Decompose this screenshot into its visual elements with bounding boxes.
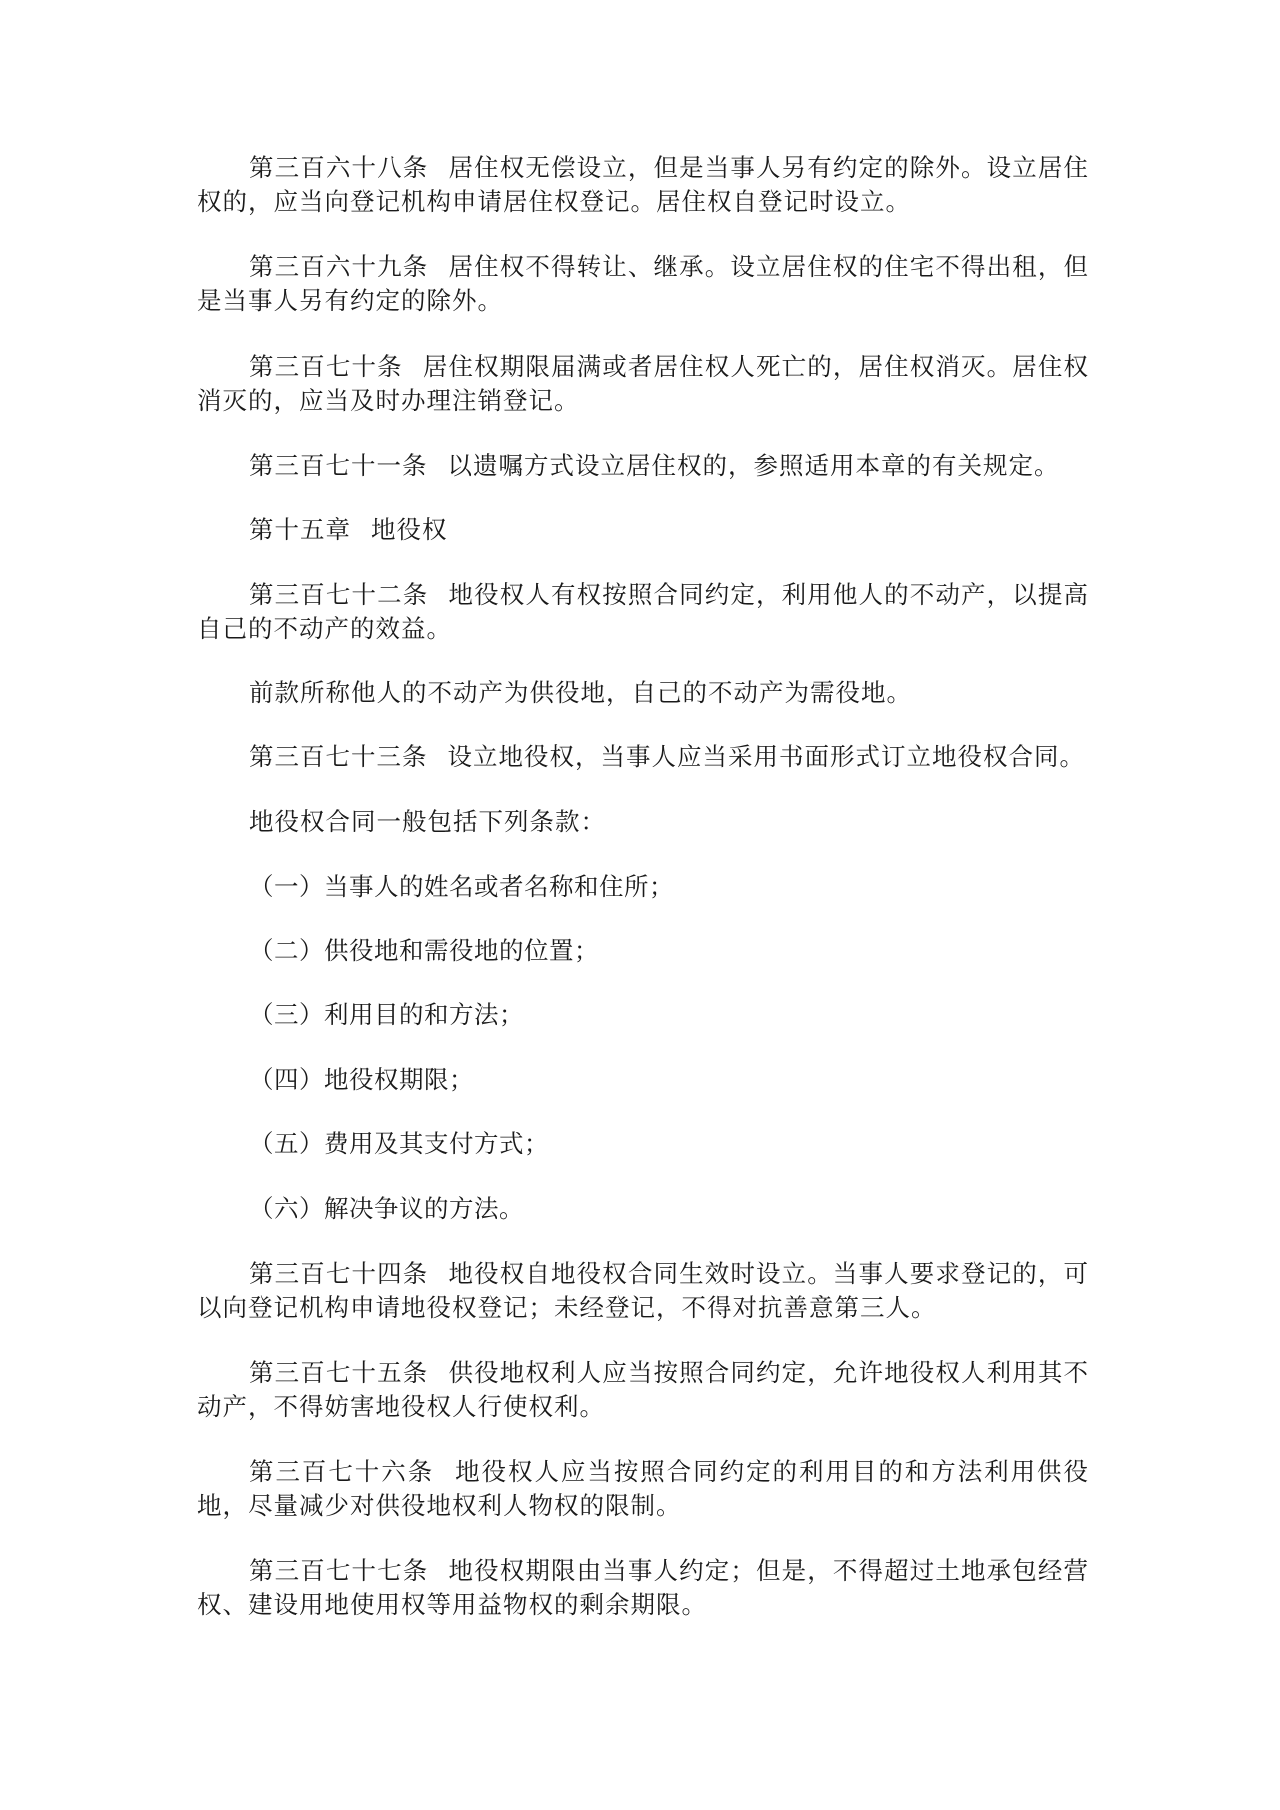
article-text: 供役地权利人应当按照合同约定，允许地役权人利用其不动产，不得妨害地役权人行使权利。 bbox=[197, 1358, 1089, 1421]
article-text: 居住权期限届满或者居住权人死亡的，居住权消灭。居住权消灭的，应当及时办理注销登记。 bbox=[197, 352, 1089, 415]
article-label: 第三百七十四条 bbox=[249, 1259, 429, 1288]
article-377 bbox=[197, 1554, 1089, 1622]
article-371 bbox=[197, 449, 1089, 483]
article-text: 地役权自地役权合同生效时设立。当事人要求登记的，可以向登记机构申请地役权登记；未经登记，不得对抗善意第三人。 bbox=[197, 1259, 1089, 1322]
article-text: 地役权人有权按照合同约定，利用他人的不动产，以提高自己的不动产的效益。 bbox=[197, 580, 1089, 643]
list-item: （二）供役地和需役地的位置； bbox=[249, 936, 599, 965]
article-372 bbox=[197, 578, 1089, 646]
chapter-15-heading bbox=[197, 513, 1089, 547]
article-text: 以遗嘱方式设立居住权的，参照适用本章的有关规定。 bbox=[447, 451, 1060, 480]
chapter-title: 地役权 bbox=[371, 515, 448, 544]
article-label: 第三百七十三条 bbox=[249, 742, 428, 771]
list-item: （六）解决争议的方法。 bbox=[249, 1194, 524, 1223]
list-item: （四）地役权期限； bbox=[249, 1065, 474, 1094]
article-373 bbox=[197, 740, 1089, 774]
article-label: 第三百七十七条 bbox=[249, 1556, 429, 1585]
article-label: 第三百六十九条 bbox=[249, 252, 429, 281]
article-374 bbox=[197, 1257, 1089, 1325]
article-text: 地役权期限由当事人约定；但是，不得超过土地承包经营权、建设用地使用权等用益物权的剩余期限。 bbox=[197, 1556, 1089, 1619]
article-label: 第三百七十五条 bbox=[249, 1358, 429, 1387]
article-label: 第三百七十二条 bbox=[249, 580, 429, 609]
chapter-label: 第十五章 bbox=[249, 515, 351, 544]
article-369 bbox=[197, 250, 1089, 318]
paragraph-text: 前款所称他人的不动产为供役地，自己的不动产为需役地。 bbox=[249, 678, 912, 707]
article-368 bbox=[197, 151, 1089, 219]
list-item: （一）当事人的姓名或者名称和住所； bbox=[249, 872, 674, 901]
article-label: 第三百七十条 bbox=[249, 352, 403, 381]
article-text: 居住权无偿设立，但是当事人另有约定的除外。设立居住权的，应当向登记机构申请居住权登记。居住权自登记时设立。 bbox=[197, 153, 1089, 216]
article-text: 地役权人应当按照合同约定的利用目的和方法利用供役地，尽量减少对供役地权利人物权的限制。 bbox=[197, 1457, 1090, 1520]
list-item: （五）费用及其支付方式； bbox=[249, 1129, 549, 1158]
article-376 bbox=[197, 1455, 1089, 1523]
article-label: 第三百七十一条 bbox=[249, 451, 428, 480]
article-text: 居住权不得转让、继承。设立居住权的住宅不得出租，但是当事人另有约定的除外。 bbox=[197, 252, 1089, 315]
article-text: 设立地役权，当事人应当采用书面形式订立地役权合同。 bbox=[447, 742, 1085, 771]
article-370 bbox=[197, 350, 1089, 418]
list-item: （三）利用目的和方法； bbox=[249, 1000, 524, 1029]
article-label: 第三百六十八条 bbox=[249, 153, 429, 182]
article-375 bbox=[197, 1356, 1089, 1424]
article-label: 第三百七十六条 bbox=[249, 1457, 435, 1486]
document-page bbox=[197, 0, 1089, 1810]
paragraph-text: 地役权合同一般包括下列条款： bbox=[249, 807, 606, 836]
